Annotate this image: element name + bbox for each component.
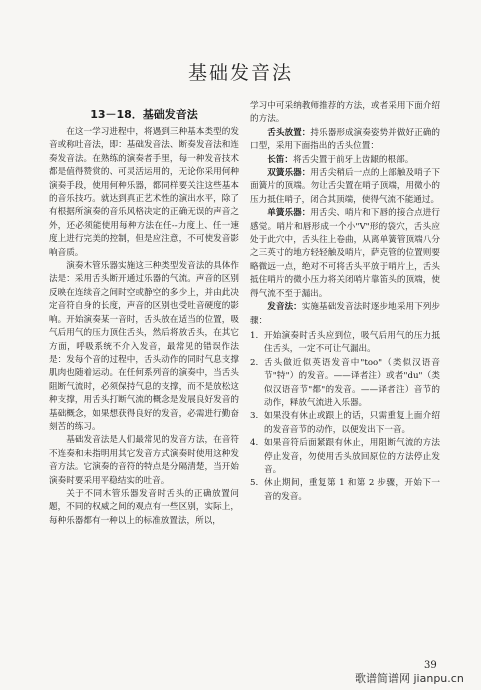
- label-flute: 长笛：: [267, 154, 293, 165]
- step-number: 5.: [250, 478, 259, 489]
- step-text: 如果音符后面紧跟有休止，用阻断气流的方法停止发音，勿使用舌头放回原位的方法停止发音。: [264, 438, 440, 475]
- text-attack: 实施基础发音法时逐步地采用下列步骤：: [250, 302, 440, 326]
- step-number: 3.: [250, 411, 259, 422]
- paragraph-attack: [250, 301, 440, 328]
- paragraph-flute: [250, 154, 440, 167]
- list-item: [250, 477, 440, 504]
- label-tongue: 舌头放置：: [267, 127, 311, 138]
- page-number: 39: [424, 660, 437, 671]
- step-number: 4.: [250, 438, 259, 449]
- text-flute: 将舌尖置于前牙上齿龈的根部。: [292, 154, 414, 165]
- paragraph-intro: 在这一学习进程中，将遇到三种基本类型的发音或称吐音法，即：基础发音法、断奏发音法和连奏发音法。在熟练的演奏者手里，每一种发音技术都是值得赞赏的、可灵活运用的，无论你采用何种演奏手段，使用何种乐器，都同样要关注这些基本的音乐技巧。就达到真正艺术性的演出水平，除了有根据所演奏的音乐风格决定的正确无误的声音之外，还必须能使用每种方法在任--力度上、任一速度上进行完美的控制，但是应注意，不可使发音影响音质。: [49, 127, 239, 258]
- left-column: [49, 100, 239, 528]
- label-double-reed: 双簧乐器：: [267, 168, 311, 179]
- paragraph-basic-attack: 基础发音法是人们最常见的发音方法，在音符不连奏和未指明用其它发音方式演奏时使用这种发音方法。它演奏的音符的特点是分隔清楚，当开始演奏时要采用平稳结实的吐音。: [49, 435, 239, 486]
- site-watermark[interactable]: 歌谱简谱网 jianpu.cn: [355, 672, 464, 685]
- step-text: 舌头做近似英语发音中"too"（类似汉语音节"特"）的发音。——译者注）或者"du"（类似汉语音节"都"的发音。——译者注）音节的动作，释放气流进入乐器。: [264, 357, 440, 408]
- section-heading: 13－18．基础发音法: [90, 108, 198, 121]
- paragraph-continued: 学习中可采纳教师推荐的方法，或者采用下面介绍的方法。: [250, 101, 440, 125]
- step-text: 如果没有休止或跟上的话，只需重复上面介绍的发音音节的动作，以便发出下一音。: [264, 411, 440, 435]
- step-number: 1.: [250, 330, 259, 341]
- text-tongue: 持乐器形成演奏姿势并做好正确的口型，采用下面指出的舌头位置：: [250, 127, 440, 152]
- paragraph-technique: 演奏木管乐器实施这三种类型发音法的具体作法是：采用舌头断开通过乐器的气流。声音的区别反映在连续音之间时空或静空的多少上，并由此决定音符自身的长度，声音的区别也受吐音硬度的影响。开始演奏某一音时，舌头放在适当的位置，吸气后用气的压力顶住舌头，然后将放舌头，在其它方面，呼吸系统不介入发音，最常见的错误作法是：发每个音的过程中，舌头动作的同时气息支撑肌肉也随着运动。在任何系列音的演奏中，当舌头阻断气流时，必须保持气息的支撑，而不是放松这种支撑，用舌头打断气流的概念是发展良好发音的基础概念，如果想获得良好的发音，必需进行勤奋刻苦的练习。: [49, 261, 239, 432]
- paragraph-tongue-position: [250, 127, 440, 154]
- right-column: [250, 100, 440, 504]
- list-item: [250, 410, 440, 437]
- page-title: 基础发音法: [187, 62, 293, 84]
- text-double-reed: 用舌尖稍后一点的上部触及哨子下面簧片的顶端。勿让舌尖置在哨子顶端，用微小的压力抵住哨子，闭合其顶端，使得气流不能通过。: [250, 168, 440, 205]
- paragraph-single-reed: [250, 207, 440, 301]
- label-attack: 发音法：: [267, 302, 302, 313]
- label-single-reed: 单簧乐器：: [267, 208, 311, 219]
- step-text: 开始演奏时舌头应到位，吸气后用气的压力抵住舌头，一定不可让气漏出。: [264, 330, 440, 355]
- text-single-reed: 用舌尖、哨片和下唇的接合点进行感觉。哨片和唇形成一个小"V"形的袋穴，舌头应处于此穴中，舌头往上卷曲，从离单簧管顶端八分之三英寸的地方轻轻触及哨片，萨克管的位置则要略微远一点，绝对不可将舌头平放于哨片上，舌头抵住哨片的微小压力将关闭哨片靠笛头的顶端，使得气流不至于漏出。: [250, 208, 440, 299]
- list-item: [250, 357, 440, 411]
- list-item: [250, 330, 440, 357]
- paragraph-tongue-placement: 关于不同木管乐器发音时舌头的正确放置问题，不同的权威之间的观点有一些区别，实际上，每种乐器都有一种以上的标准放置法，所以，: [49, 488, 239, 526]
- list-item: [250, 437, 440, 477]
- steps-list: [250, 330, 440, 504]
- step-text: 休止期间，重复第 1 和第 2 步骤，开始下一音的发音。: [264, 478, 440, 502]
- paragraph-double-reed: [250, 167, 440, 207]
- step-number: 2.: [250, 357, 259, 368]
